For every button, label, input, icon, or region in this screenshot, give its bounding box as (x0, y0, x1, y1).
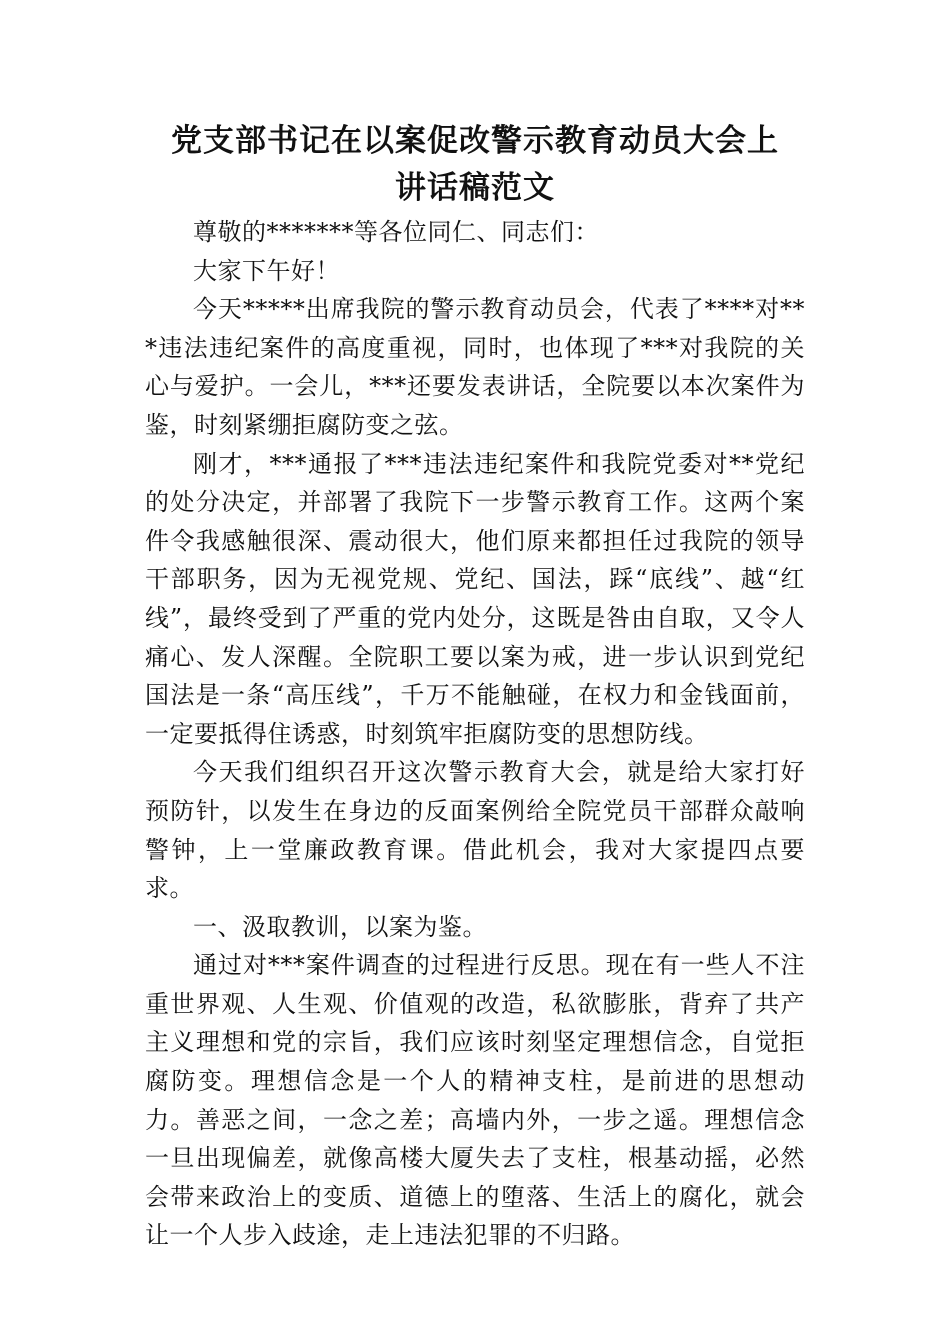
greeting: 大家下午好！ (193, 256, 340, 285)
title-line-2: 讲话稿范文 (395, 170, 555, 206)
salutation: 尊敬的*******等各位同仁、同志们： (193, 218, 599, 246)
title-line-1: 党支部书记在以案促改警示教育动员大会上 (171, 123, 779, 159)
document-title (145, 118, 805, 212)
body-paragraph: 刚才，***通报了***违法违纪案件和我院党委对**党纪的处分决定，并部署了我院下一步警示教育工作。这两个案件令我感触很深、震动很大，他们原来都担任过我院的领导干部职务，因为无视党规、党纪、国法，踩“底线”、越“红线”，最终受到了严重的党内处分，这既是咎由自取，又令人痛心、发人深醒。全院职工要以案为戒，进一步认识到党纪国法是一条“高压线”，千万不能触碰，在权力和金钱面前，一定要抵得住诱惑，时刻筑牢拒腐防变的思想防线。 (145, 449, 805, 748)
section-heading: 一、汲取教训，以案为鉴。 (193, 912, 487, 941)
document-body (145, 213, 805, 1255)
body-paragraph: 今天*****出席我院的警示教育动员会，代表了****对***违法违纪案件的高度重视，同时，也体现了***对我院的关心与爱护。一会儿，***还要发表讲话，全院要以本次案件为鉴，时刻紧绷拒腐防变之弦。 (145, 295, 805, 439)
body-paragraph: 通过对***案件调查的过程进行反思。现在有一些人不注重世界观、人生观、价值观的改造，私欲膨胀，背弃了共产主义理想和党的宗旨，我们应该时刻坚定理想信念，自觉拒腐防变。理想信念是一个人的精神支柱，是前进的思想动力。善恶之间，一念之差；高墙内外，一步之遥。理想信念一旦出现偏差，就像高楼大厦失去了支柱，根基动摇，必然会带来政治上的变质、道德上的堕落、生活上的腐化，就会让一个人步入歧途，走上违法犯罪的不归路。 (145, 951, 805, 1250)
body-paragraph: 今天我们组织召开这次警示教育大会，就是给大家打好预防针，以发生在身边的反面案例给全院党员干部群众敲响警钟，上一堂廉政教育课。借此机会，我对大家提四点要求。 (145, 758, 805, 903)
document-page (145, 118, 805, 1255)
